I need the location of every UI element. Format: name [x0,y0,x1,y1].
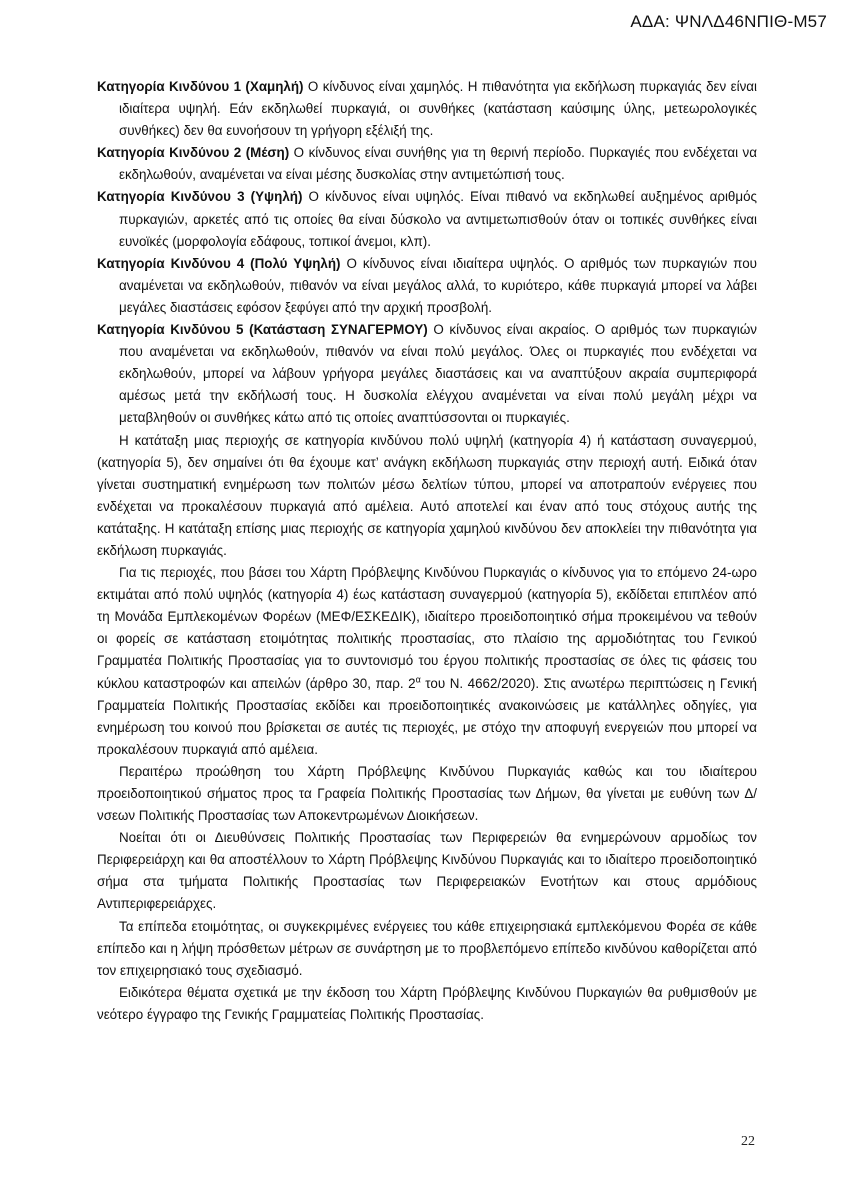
risk-category-description: Ο κίνδυνος είναι υψηλός. Είναι πιθανό να εκδηλωθεί αυξημένος αριθμός πυρκαγιών, αρκετές από τις οποίες θα είναι δύσκολο να αντιμετωπισθούν όταν οι τοπικές συνθήκες είναι ευνοϊκές (μορφολογία εδάφους, τοπικοί άνεμοι, κλπ). [119,189,757,249]
paragraph-regional-directorates: Νοείται ότι οι Διευθύνσεις Πολιτικής Προστασίας των Περιφερειών θα ενημερώνουν αρμοδίως τον Περιφερειάρχη και θα αποστέλλουν το Χάρτη Πρόβλεψης Κινδύνου Πυρκαγιάς και το ιδιαίτερο προειδοποιητικό σήμα στα τμήματα Πολιτικής Προστασίας των Περιφερειακών Ενοτήτων και στους αρμόδιους Αντιπεριφερειάρχες. [97,830,757,912]
risk-category-1 [97,76,757,142]
risk-category-4 [97,253,757,319]
risk-category-title: Κατηγορία Κινδύνου 1 (Χαμηλή) [97,79,304,94]
paragraph-warning-signal [97,562,757,761]
paragraph-classification-meaning: Η κατάταξη μιας περιοχής σε κατηγορία κινδύνου πολύ υψηλή (κατηγορία 4) ή κατάσταση συναγερμού, (κατηγορία 5), δεν σημαίνει ότι θα έχουμε κατ’ ανάγκη εκδήλωση πυρκαγιάς στην περιοχή αυτή. Ειδικά όταν γίνεται συστηματική ενημέρωση των πολιτών μέσω δελτίων τύπου, μπορεί να αποτραπούν ενέργειες που ενδέχεται να προκαλέσουν πυρκαγιά από αμέλεια. Αυτό αποτελεί και έναν από τους στόχους αυτής της κατάταξης. Η κατάταξη επίσης μιας περιοχής σε κατηγορία χαμηλού κινδύνου δεν αποκλείει την πιθανότητα για εκδήλωση πυρκαγιάς. [97,432,757,558]
risk-category-description: Ο κίνδυνος είναι συνήθης για τη θερινή περίοδο. Πυρκαγιές που ενδέχεται να εκδηλωθούν, αναμένεται να είναι μέσης δυσκολίας στην αντιμετώπισή τους. [119,145,757,183]
paragraph-text: του Ν. 4662/2020). Στις ανωτέρω περιπτώσεις η Γενική Γραμματεία Πολιτικής Προστασίας εκδίδει και προειδοποιητικές ανακοινώσεις με κατάλληλες οδηγίες, για ενημέρωση του κοινού που βρίσκεται σε αυτές τις περιοχές, με στόχο την αποφυγή ενεργειών που μπορεί να προκαλέσουν πυρκαγιά από αμέλεια. [97,675,757,757]
risk-category-description: Ο κίνδυνος είναι ιδιαίτερα υψηλός. Ο αριθμός των πυρκαγιών που αναμένεται να εκδηλωθούν, πιθανόν να είναι μεγάλος αλλά, το κυριότερο, κάθε πυρκαγιά μπορεί να λάβει μεγάλες διαστάσεις εφόσον ξεφύγει από την αρχική προσβολή. [119,255,757,315]
page-number: 22 [741,1134,755,1149]
paragraph-forwarding: Περαιτέρω προώθηση του Χάρτη Πρόβλεψης Κινδύνου Πυρκαγιάς καθώς και του ιδιαίτερου προειδοποιητικού σήματος προς τα Γραφεία Πολιτικής Προστασίας των Δήμων, θα γίνεται με ευθύνη των Δ/νσεων Πολιτικής Προστασίας των Αποκεντρωμένων Διοικήσεων. [97,763,757,824]
superscript-alpha: α [415,674,421,685]
risk-category-5 [97,319,757,429]
paragraph-further-issues: Ειδικότερα θέματα σχετικά με την έκδοση του Χάρτη Πρόβλεψης Κινδύνου Πυρκαγιών θα ρυθμισθούν με νεότερο έγγραφο της Γενικής Γραμματείας Πολιτικής Προστασίας. [97,984,757,1022]
risk-category-title: Κατηγορία Κινδύνου 4 (Πολύ Υψηλή) [97,255,341,271]
risk-category-title: Κατηγορία Κινδύνου 5 (Κατάσταση ΣΥΝΑΓΕΡΜΟΥ) [97,322,428,338]
risk-category-3 [97,186,757,252]
risk-category-title: Κατηγορία Κινδύνου 3 (Υψηλή) [97,189,303,205]
risk-category-description: Ο κίνδυνος είναι ακραίος. Ο αριθμός των πυρκαγιών που αναμένεται να εκδηλωθούν, πιθανόν να είναι πολύ μεγάλος. Όλες οι πυρκαγιές που ενδέχεται να εκδηλωθούν, μπορεί να λάβουν γρήγορα μεγάλες διαστάσεις και να αναπτύξουν ακραία συμπεριφορά αμέσως μετά την εκδήλωσή τους. Η δυσκολία ελέγχου αναμένεται να είναι πολύ μεγάλη μέχρι να μεταβληθούν οι συνθήκες κάτω από τις οποίες αναπτύσσονται οι πυρκαγιές. [119,322,757,426]
paragraph-text: Για τις περιοχές, που βάσει του Χάρτη Πρόβλεψης Κινδύνου Πυρκαγιάς ο κίνδυνος για το επόμενο 24-ωρο εκτιμάται από πολύ υψηλός (κατηγορία 4) έως κατάσταση συναγερμού (κατηγορία 5), εκδίδεται επιπλέον από τη Μονάδα Εμπλεκομένων Φορέων (ΜΕΦ/ΕΣΚΕΔΙΚ), ιδιαίτερο προειδοποιητικό σήμα προκειμένου να τεθούν οι φορείς σε κατάσταση ετοιμότητας πολιτικής προστασίας, στο πλαίσιο της αρμοδιότητας του Γενικού Γραμματέα Πολιτικής Προστασίας για το συντονισμό του έργου πολιτικής προστασίας σε όλες τις φάσεις του κύκλου καταστροφών και απειλών (άρθρο 30, παρ. 2 [97,565,757,691]
risk-category-2 [97,142,757,186]
ada-document-code: ΑΔΑ: ΨΝΛΔ46ΝΠΙΘ-Μ57 [630,12,827,31]
paragraph-readiness-levels: Τα επίπεδα ετοιμότητας, οι συγκεκριμένες ενέργειες του κάθε επιχειρησιακά εμπλεκόμενου Φορέα σε κάθε επίπεδο και η λήψη πρόσθετων μέτρων σε συνάρτηση με το προβλεπόμενο επίπεδο κινδύνου καθορίζεται από τον επιχειρησιακό τους σχεδιασμό. [97,918,757,978]
document-body [97,76,757,1026]
risk-category-description: Ο κίνδυνος είναι χαμηλός. Η πιθανότητα για εκδήλωση πυρκαγιάς δεν είναι ιδιαίτερα υψηλή. Εάν εκδηλωθεί πυρκαγιά, οι συνθήκες (κατάσταση καύσιμης ύλης, μετεωρολογικές συνθήκες) δεν θα ευνοήσουν τη γρήγορη εξέλιξή της. [119,79,757,139]
risk-category-title: Κατηγορία Κινδύνου 2 (Μέση) [97,145,290,161]
